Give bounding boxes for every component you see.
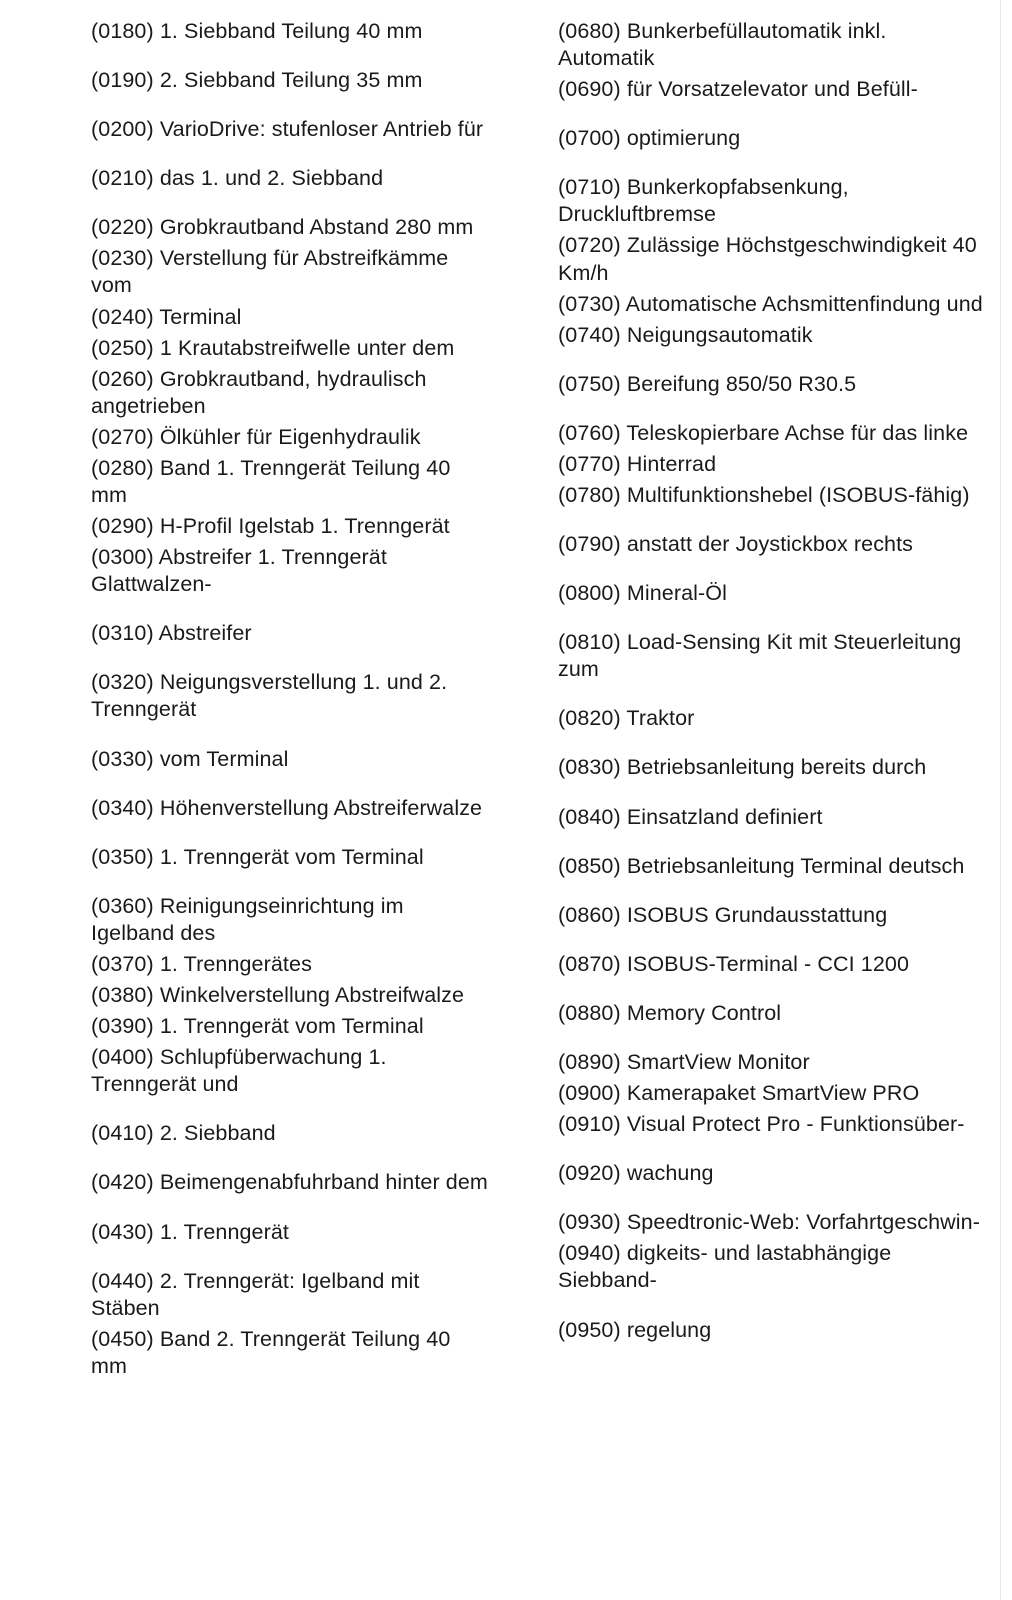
two-column-body — [0, 18, 1012, 1384]
option-entry: (0760) Teleskopierbare Achse für das linke — [558, 420, 969, 445]
option-entry: (0430) 1. Trenngerät — [91, 1219, 290, 1244]
option-entry: (0710) Bunkerkopfabsenkung, Druckluftbremse — [558, 175, 849, 227]
option-entry: (0860) ISOBUS Grundausstattung — [558, 902, 888, 927]
option-entry: (0900) Kamerapaket SmartView PRO — [558, 1081, 920, 1106]
option-entry: (0450) Band 2. Trenngerät Teilung 40 mm — [91, 1326, 451, 1378]
option-entry: (0940) digkeits- und lastabhängige Siebband- — [558, 1241, 892, 1293]
left-column — [0, 18, 500, 1384]
option-entry: (0880) Memory Control — [558, 1000, 782, 1025]
option-entry: (0400) Schlupfüberwachung 1. Trenngerät und — [91, 1045, 387, 1097]
option-entry: (0380) Winkelverstellung Abstreifwalze — [91, 983, 465, 1008]
option-entry: (0210) das 1. und 2. Siebband — [91, 166, 384, 191]
option-entry: (0410) 2. Siebband — [91, 1121, 276, 1146]
option-entry: (0910) Visual Protect Pro - Funktionsüber- — [558, 1112, 965, 1137]
option-entry: (0420) Beimengenabfuhrband hinter dem — [91, 1170, 488, 1195]
option-entry: (0240) Terminal — [91, 304, 242, 329]
option-entry: (0680) Bunkerbefüllautomatik inkl. Automatik — [558, 19, 887, 71]
option-entry: (0340) Höhenverstellung Abstreiferwalze — [91, 795, 483, 820]
option-entry: (0320) Neigungsverstellung 1. und 2. Trenngerät — [91, 670, 448, 722]
option-entry: (0890) SmartView Monitor — [558, 1049, 810, 1074]
option-entry: (0180) 1. Siebband Teilung 40 mm — [91, 19, 423, 43]
option-entry: (0770) Hinterrad — [558, 451, 717, 476]
option-entry: (0360) Reinigungseinrichtung im Igelband des — [91, 893, 404, 945]
option-entry: (0790) anstatt der Joystickbox rechts — [558, 532, 914, 557]
option-entry: (0780) Multifunktionshebel (ISOBUS-fähig) — [558, 483, 970, 508]
option-entry: (0220) Grobkrautband Abstand 280 mm — [91, 215, 474, 240]
option-entry: (0250) 1 Krautabstreifwelle unter dem — [91, 335, 455, 360]
option-entry: (0850) Betriebsanleitung Terminal deutsch — [558, 853, 965, 878]
option-entry: (0870) ISOBUS-Terminal - CCI 1200 — [558, 951, 910, 976]
right-column — [500, 18, 1000, 1366]
option-entry: (0260) Grobkrautband, hydraulisch angetrieben — [91, 366, 427, 418]
option-entry: (0920) wachung — [558, 1161, 714, 1186]
option-entry: (0330) vom Terminal — [91, 746, 289, 771]
option-entry: (0290) H-Profil Igelstab 1. Trenngerät — [91, 514, 450, 539]
option-entry: (0190) 2. Siebband Teilung 35 mm — [91, 68, 423, 93]
option-entry: (0310) Abstreifer — [91, 621, 252, 646]
option-entry: (0830) Betriebsanleitung bereits durch — [558, 755, 927, 780]
option-entry: (0280) Band 1. Trenngerät Teilung 40 mm — [91, 455, 451, 508]
option-entry: (0730) Automatische Achsmittenfindung und — [558, 291, 983, 316]
option-entry: (0230) Verstellung für Abstreifkämme vom — [91, 246, 449, 298]
option-entry: (0810) Load-Sensing Kit mit Steuerleitung zum — [558, 630, 962, 682]
option-entry: (0750) Bereifung 850/50 R30.5 — [558, 371, 857, 396]
option-entry: (0840) Einsatzland definiert — [558, 804, 823, 829]
option-entry: (0390) 1. Trenngerät vom Terminal — [91, 1014, 424, 1039]
option-entry: (0950) regelung — [558, 1317, 712, 1342]
option-entry: (0720) Zulässige Höchstgeschwindigkeit 40 Km/h — [558, 233, 977, 285]
option-entry: (0690) für Vorsatzelevator und Befüll- — [558, 77, 918, 102]
option-entry: (0700) optimierung — [558, 126, 741, 151]
option-entry: (0820) Traktor — [558, 706, 695, 731]
option-entry: (0270) Ölkühler für Eigenhydraulik — [91, 424, 421, 449]
option-entry: (0370) 1. Trenngerätes — [91, 951, 312, 976]
option-entry: (0740) Neigungsautomatik — [558, 322, 813, 347]
option-entry: (0930) Speedtronic-Web: Vorfahrtgeschwin- — [558, 1210, 980, 1235]
option-entry: (0350) 1. Trenngerät vom Terminal — [91, 844, 424, 869]
option-entry: (0800) Mineral-Öl — [558, 581, 727, 606]
option-entry: (0440) 2. Trenngerät: Igelband mit Stäben — [91, 1268, 420, 1320]
option-entry: (0200) VarioDrive: stufenloser Antrieb für — [91, 117, 484, 142]
option-entry: (0300) Abstreifer 1. Trenngerät Glattwalzen- — [91, 545, 387, 597]
